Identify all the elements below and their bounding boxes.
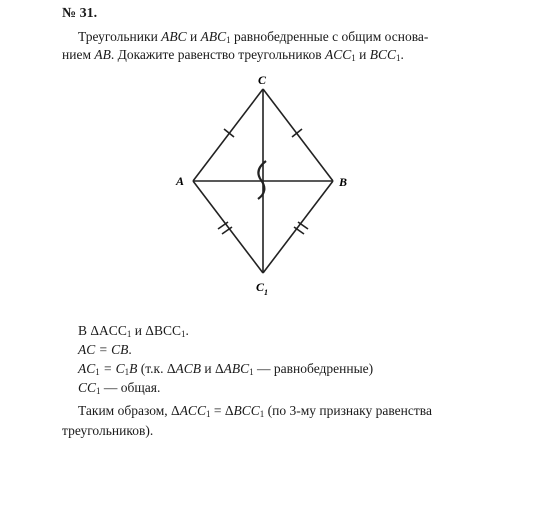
label-c1-subscript: 1 [264, 288, 268, 297]
solution-line-3: $AC_1 = C_1B$ (т.к. ΔACB и $\Delta ABC_1$ — равнобедренные) [78, 361, 374, 377]
solution-line-5: Таким образом, $\Delta ACC_1 = \Delta BCC_1$ (по 3-му признаку равенства [78, 403, 432, 419]
solution-line-1: В $\Delta ACC_1$ и $\Delta BCC_1$. [78, 323, 189, 339]
solution-line-2: AC = CB. [78, 342, 132, 357]
common-side-squiggle [258, 161, 266, 199]
solution-line-6: треугольников). [62, 423, 154, 438]
label-a: A [176, 174, 185, 188]
segment-ac [193, 89, 263, 181]
label-c1: C [256, 280, 265, 294]
problem-statement-line-2: нием AB. Докажите равенство треугольников $ACC_1$ и $BCC_1$. [62, 47, 404, 63]
label-b: B [339, 175, 348, 189]
problem-number: № 31. [62, 6, 98, 21]
label-c: C [258, 73, 267, 87]
segment-c1a [193, 181, 263, 273]
segment-bc1 [263, 181, 333, 273]
solution-line-4: $CC_1$ — общая. [78, 380, 161, 396]
problem-statement-line-1: Треугольники ABC и $ABC_1$ равнобедренные с общим основа- [78, 29, 429, 45]
segment-cb [263, 89, 333, 181]
